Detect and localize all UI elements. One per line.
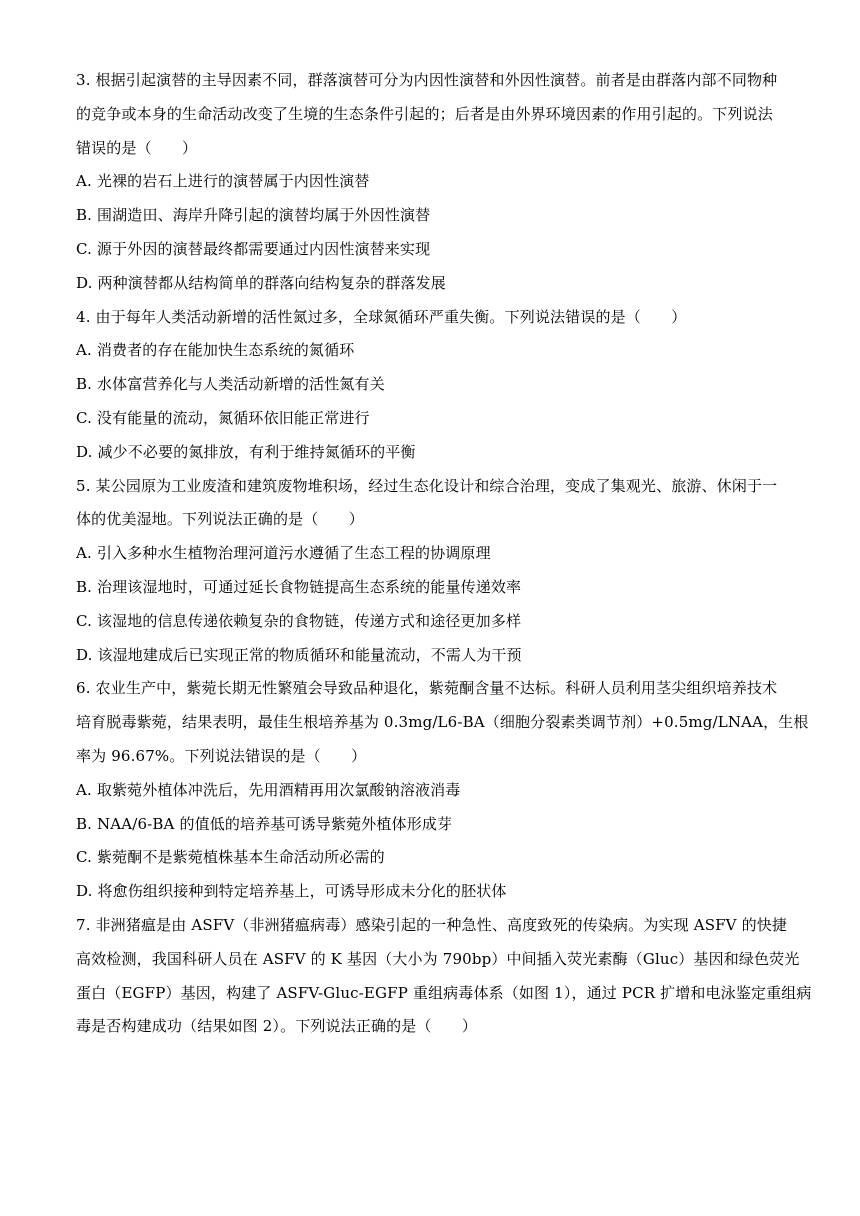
question-3-option-c: C. 源于外因的演替最终都需要通过内因性演替来实现 [76,239,431,258]
question-6-stem-line-1: 6. 农业生产中，紫菀长期无性繁殖会导致品种退化，紫菀酮含量不达标。科研人员利用茎尖组织培养技术 [76,679,778,698]
question-5-option-c: C. 该湿地的信息传递依赖复杂的食物链，传递方式和途径更加多样 [76,611,522,630]
question-6-option-d: D. 将愈伤组织接种到特定培养基上，可诱导形成未分化的胚状体 [76,882,507,901]
question-7-stem-line-3: 蛋白（EGFP）基因，构建了 ASFV-Gluc-EGFP 重组病毒体系（如图 1），通过 PCR 扩增和电泳鉴定重组病 [76,983,812,1002]
document-page [76,64,812,1044]
question-4-option-b: B. 水体富营养化与人类活动新增的活性氮有关 [76,375,385,394]
question-5-option-b: B. 治理该湿地时，可通过延长食物链提高生态系统的能量传递效率 [76,577,522,596]
question-7-stem-line-4: 毒是否构建成功（结果如图 2）。下列说法正确的是（ ） [76,1017,478,1036]
question-7-stem-line-1: 7. 非洲猪瘟是由 ASFV（非洲猪瘟病毒）感染引起的一种急性、高度致死的传染病。为实现 ASFV 的快捷 [76,915,788,934]
question-4-option-c: C. 没有能量的流动，氮循环依旧能正常进行 [76,408,370,427]
question-3-stem-line-2: 的竞争或本身的生命活动改变了生境的生态条件引起的；后者是由外界环境因素的作用引起的。下列说法 [76,104,773,123]
question-4-option-a: A. 消费者的存在能加快生态系统的氮循环 [76,341,355,360]
question-5-option-a: A. 引入多种水生植物治理河道污水遵循了生态工程的协调原理 [76,544,491,563]
question-5-stem-line-2: 体的优美湿地。下列说法正确的是（ ） [76,510,364,529]
question-3-option-b: B. 围湖造田、海岸升降引起的演替均属于外因性演替 [76,206,431,225]
question-3-option-a: A. 光裸的岩石上进行的演替属于内因性演替 [76,172,370,191]
question-6-option-b: B. NAA/6-BA 的值低的培养基可诱导紫菀外植体形成芽 [76,814,453,833]
question-4-option-d: D. 减少不必要的氮排放，有利于维持氮循环的平衡 [76,442,416,461]
question-7-stem-line-2: 高效检测，我国科研人员在 ASFV 的 K 基因（大小为 790bp）中间插入荧光素酶（Gluc）基因和绿色荧光 [76,949,800,968]
question-4-stem-line-1: 4. 由于每年人类活动新增的活性氮过多，全球氮循环严重失衡。下列说法错误的是（ ） [76,307,687,326]
question-3-stem-line-3: 错误的是（ ） [76,138,198,157]
question-5-option-d: D. 该湿地建成后已实现正常的物质循环和能量流动，不需人为干预 [76,645,522,664]
question-6-stem-line-2: 培育脱毒紫菀，结果表明，最佳生根培养基为 0.3mg/L6-BA（细胞分裂素类调节剂）+0.5mg/LNAA，生根 [76,713,809,732]
question-6 [76,672,809,909]
question-3 [76,64,784,301]
question-6-option-c: C. 紫菀酮不是紫菀植株基本生命活动所必需的 [76,848,385,867]
question-3-option-d: D. 两种演替都从结构简单的群落向结构复杂的群落发展 [76,273,446,292]
question-3-stem-line-1: 3. 根据引起演替的主导因素不同，群落演替可分为内因性演替和外因性演替。前者是由群落内部不同物种 [76,71,778,89]
question-6-stem-line-3: 率为 96.67%。下列说法错误的是（ ） [76,746,367,765]
question-4 [76,301,784,470]
question-6-option-a: A. 取紫菀外植体冲洗后，先用酒精再用次氯酸钠溶液消毒 [76,780,461,799]
question-7 [76,909,812,1044]
question-5 [76,470,784,673]
question-5-stem-line-1: 5. 某公园原为工业废渣和建筑废物堆积场，经过生态化设计和综合治理，变成了集观光、旅游、休闲于一 [76,476,778,495]
